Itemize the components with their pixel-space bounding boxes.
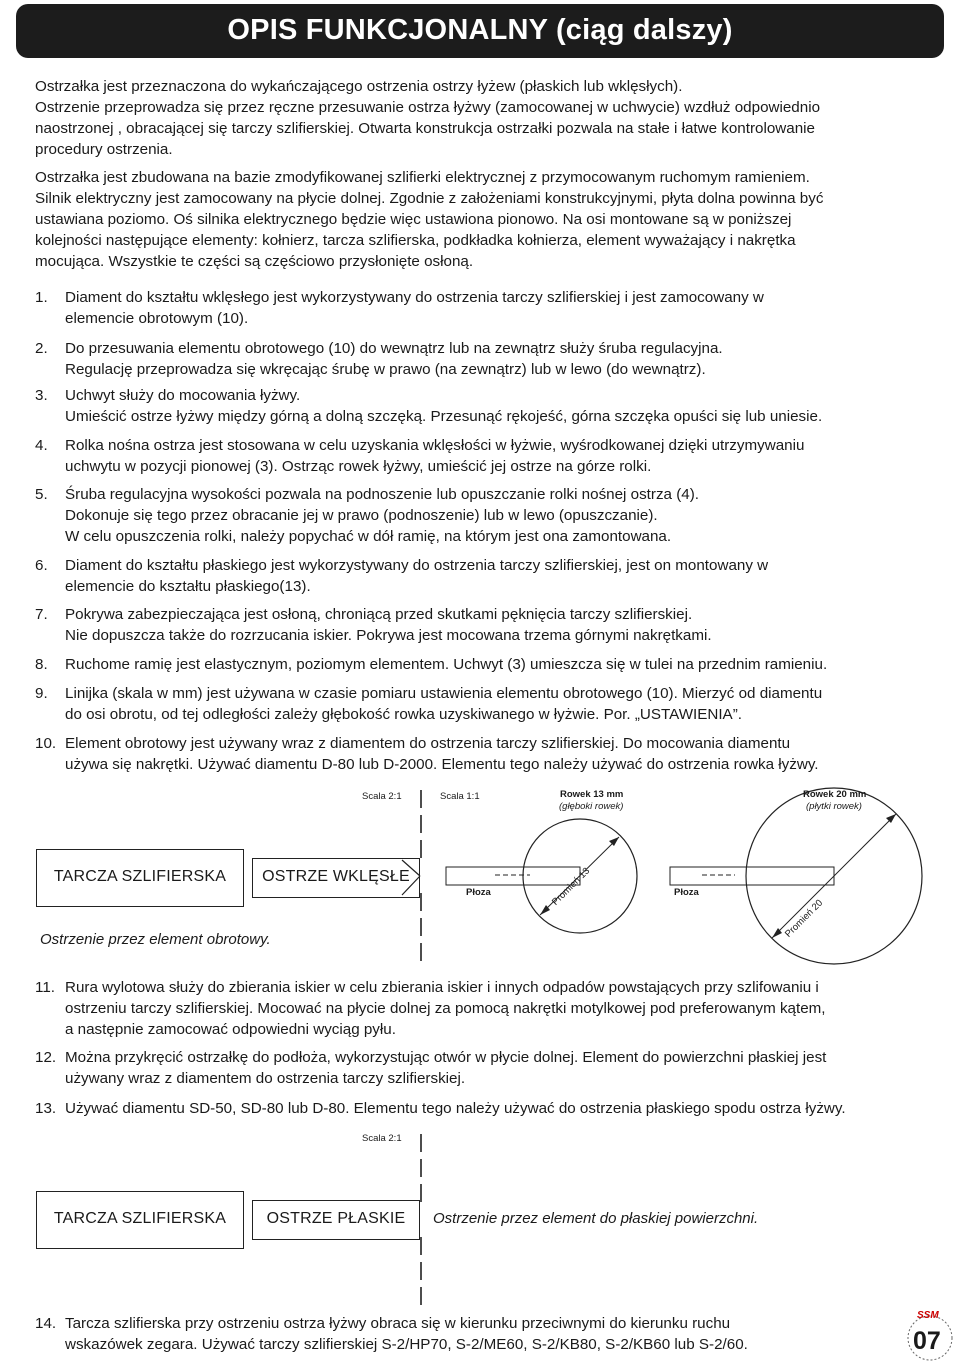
- text-line: ustawiana poziomo. Oś silnika elektrycznego będzie więc ustawiona pionowo. Na osi montowane są w poniższej: [35, 211, 792, 228]
- radius-label-13: Promień 13: [550, 865, 593, 908]
- item-number: 9.: [35, 685, 48, 702]
- item-number: 12.: [35, 1049, 57, 1066]
- grinding-wheel-label: TARCZA SZLIFIERSKA: [53, 868, 227, 885]
- item-number: 5.: [35, 486, 48, 503]
- flat-blade-box: [252, 1200, 420, 1240]
- groove-20-title: Rowek 20 mm: [803, 789, 867, 800]
- text-line: a następnie zamocować odpowiedni wyciąg pyłu.: [65, 1021, 396, 1038]
- scale-label-2-1-b: Scala 2:1: [362, 1133, 402, 1144]
- text-line: Rolka nośna ostrza jest stosowana w celu uzyskania wklęsłości w łyżwie, wyśrodkowanej dzięki utrzymywaniu: [65, 437, 805, 454]
- item-number: 11.: [35, 979, 55, 996]
- text-line: Silnik elektryczny jest zamocowany na płycie dolnej. Zgodnie z założeniami konstrukcyjnymi, płyta dolna powinna być: [35, 190, 824, 207]
- text-line: Umieścić ostrze łyżwy między górną a dolną szczęką. Przesunąć rękojeść, górna szczęka opuści się lub uniesie.: [65, 408, 823, 425]
- text-line: Ostrzałka jest zbudowana na bazie zmodyfikowanej szlifierki elektrycznej z przymocowanym ruchomym ramieniem.: [35, 169, 810, 186]
- text-line: procedury ostrzenia.: [35, 141, 173, 158]
- text-line: Uchwyt służy do mocowania łyżwy.: [65, 387, 301, 404]
- groove-13-sub: (głęboki rowek): [559, 801, 624, 812]
- page-number: 07: [913, 1327, 941, 1355]
- item-number: 1.: [35, 289, 48, 306]
- text-line: Diament do kształtu wklęsłego jest wykorzystywany do ostrzenia tarczy szlifierskiej i jest zamocowany w: [65, 289, 764, 306]
- scale-label-1-1: Scala 1:1: [440, 791, 480, 802]
- text-line: Regulację przeprowadza się wkręcając śrubę w prawo (na zewnątrz) lub w lewo (do wewnątrz).: [65, 361, 706, 378]
- text-line: Śruba regulacyjna wysokości pozwala na podnoszenie lub opuszczanie rolki nośnej ostrza (4).: [65, 486, 700, 503]
- item-number: 13.: [35, 1100, 57, 1117]
- grinding-wheel-box-2: [36, 1191, 244, 1249]
- item-number: 8.: [35, 656, 48, 673]
- concave-blade-label: OSTRZE WKLĘSŁE: [262, 868, 410, 885]
- text-line: naostrzonej , obracającej się tarczy szlifierskiej. Otwarta konstrukcja ostrzałki pozwala na stałe i łatwe kontrolowanie: [35, 120, 815, 137]
- text-line: ostrzeniu tarczy szlifierskiej. Mocować na płycie dolnej za pomocą nakrętki motylkowej pod preferowanym kątem,: [65, 1000, 826, 1017]
- text-line: W celu opuszczenia rolki, należy popychać w dół ramię, na którym jest ona zamontowana.: [65, 528, 672, 545]
- ploza-label-2: Płoza: [674, 887, 699, 898]
- text-line: Rura wylotowa służy do zbierania iskier w celu zbierania iskier i innych odpadów powstających przy szlifowaniu i: [65, 979, 819, 996]
- text-line: Pokrywa zabezpieczająca jest osłoną, chroniącą przed skutkami pęknięcia tarczy szlifierskiej.: [65, 606, 693, 623]
- item-number: 4.: [35, 437, 48, 454]
- diagram-1-caption: Ostrzenie przez element obrotowy.: [40, 931, 271, 948]
- text-line: Ostrzenie przeprowadza się przez ręczne przesuwanie ostrza łyżwy (zamocowanej w uchwycie) wzdłuż odpowiednio: [35, 99, 821, 116]
- text-line: Linijka (skala w mm) jest używana w czasie pomiaru ustawienia elementu obrotowego (10). Mierzyć od diamentu: [65, 685, 823, 702]
- groove-13-diagram: [446, 819, 637, 933]
- text-line: używany wraz z diamentem do ostrzenia tarczy szlifierskiej.: [65, 1070, 466, 1087]
- groove-20-diagram: [670, 788, 922, 964]
- text-line: elemencie do kształtu płaskiego(13).: [65, 578, 311, 595]
- scale-label-2-1: Scala 2:1: [362, 791, 402, 802]
- text-line: Tarcza szlifierska przy ostrzeniu ostrza łyżwy obraca się w kierunku przeciwnymi do kierunku ruchu: [65, 1315, 731, 1332]
- page-title: OPIS FUNKCJONALNY (ciąg dalszy): [227, 14, 733, 46]
- text-line: Ostrzałka jest przeznaczona do wykańczającego ostrzenia ostrzy łyżew (płaskich lub wklęsłych).: [35, 78, 683, 95]
- text-line: Do przesuwania elementu obrotowego (10) do wewnątrz lub na zewnątrz służy śruba regulacyjna.: [65, 340, 723, 357]
- text-line: do osi obrotu, od tej odległości zależy głębokość rowka uzyskiwanego w łyżwie. Por. „USTAWIENIA”.: [65, 706, 742, 723]
- text-line: Diament do kształtu płaskiego jest wykorzystywany do ostrzenia tarczy szlifierskiej, jest on montowany w: [65, 557, 769, 574]
- item-number: 14.: [35, 1315, 57, 1332]
- text-line: uchwytu w pozycji pionowej (3). Ostrząc rowek łyżwy, umieścić jej ostrze na górze rolki.: [65, 458, 652, 475]
- item-number: 6.: [35, 557, 48, 574]
- text-line: Używać diamentu SD-50, SD-80 lub D-80. Elementu tego należy używać do ostrzenia płaskiego spodu ostrza łyżwy.: [65, 1100, 846, 1117]
- groove-20-sub: (płytki rowek): [806, 801, 862, 812]
- text-line: elemencie obrotowym (10).: [65, 310, 249, 327]
- text-line: Ruchome ramię jest elastycznym, poziomym elementem. Uchwyt (3) umieszcza się w tulei na przednim ramieniu.: [65, 656, 828, 673]
- text-line: Nie dopuszcza także do rozrzucania iskier. Pokrywa jest mocowana trzema górnymi nakrętkami.: [65, 627, 712, 644]
- item-number: 3.: [35, 387, 48, 404]
- concave-blade-box: [252, 858, 420, 898]
- flat-blade-label: OSTRZE PŁASKIE: [266, 1210, 406, 1227]
- item-number: 10.: [35, 735, 57, 752]
- item-number: 2.: [35, 340, 48, 357]
- radius-label-20: Promień 20: [783, 897, 826, 940]
- text-line: Dokonuje się tego przez obracanie jej w prawo (podnoszenie) lub w lewo (opuszczanie).: [65, 507, 658, 524]
- ploza-rect-1: [446, 867, 580, 885]
- grinding-wheel-label-2: TARCZA SZLIFIERSKA: [53, 1210, 227, 1227]
- radius-line-20: [772, 814, 896, 938]
- text-line: wskazówek zegara. Używać tarczy szlifierskiej S-2/HP70, S-2/ME60, S-2/KB80, S-2/KB60 lub S-2/60.: [65, 1336, 748, 1353]
- text-line: używa się nakrętki. Używać diamentu D-80 lub D-2000. Elementu tego należy używać do ostrzenia rowka łyżwy.: [65, 756, 819, 773]
- text-line: Można przykręcić ostrzałkę do podłoża, wykorzystując otwór w płycie dolnej. Element do powierzchni płaskiej jest: [65, 1049, 827, 1066]
- item-number: 7.: [35, 606, 48, 623]
- text-line: mocująca. Wszystkie te części są częściowo przysłonięte osłoną.: [35, 253, 474, 270]
- groove-13-title: Rowek 13 mm: [560, 789, 624, 800]
- brand-name: SSM: [917, 1310, 939, 1321]
- ploza-rect-2: [670, 867, 834, 885]
- ploza-label-1: Płoza: [466, 887, 491, 898]
- ssm-logo: [905, 1310, 953, 1366]
- text-line: kolejności następujące elementy: kołnierz, tarcza szlifierska, podkładka kołnierza, element wyważający i nakrętka: [35, 232, 796, 249]
- diagram-2-caption: Ostrzenie przez element do płaskiej powierzchni.: [433, 1210, 759, 1227]
- text-line: Element obrotowy jest używany wraz z diamentem do ostrzenia tarczy szlifierskiej. Do mocowania diamentu: [65, 735, 791, 752]
- grinding-wheel-box: [36, 849, 244, 907]
